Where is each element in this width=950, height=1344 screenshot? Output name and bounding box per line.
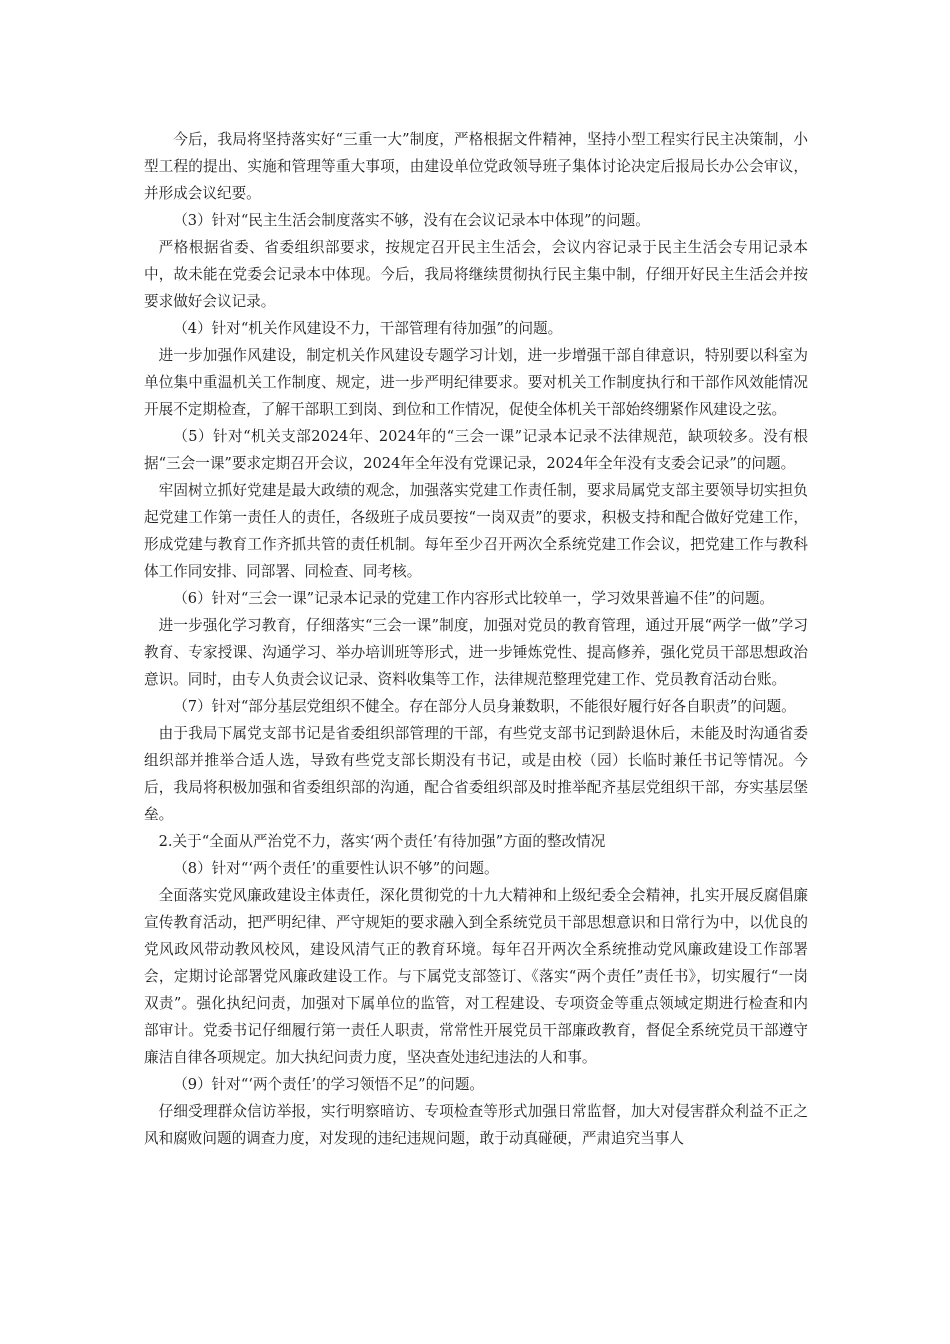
heading-item-3: （3）针对“民主生活会制度落实不够，没有在会议记录本中体现”的问题。 — [173, 212, 650, 229]
paragraph-6: 由于我局下属党支部书记是省委组织部管理的干部，有些党支部书记到龄退休后，未能及时沟通省委组织部并推举合适人选，导致有些党支部长期没有书记，或是由校（园）长临时兼任书记等情况。今后，我局将积极加强和省委组织部的沟通，配合省委组织部及时推举配齐基层党组织干部，夯实基层堡垒。 — [144, 725, 808, 823]
heading-item-7: （7）针对“部分基层党组织不健全。存在部分人员身兼数职，不能很好履行好各自职责”的问题。 — [173, 698, 796, 715]
heading-item-6: （6）针对“三会一课”记录本记录的党建工作内容形式比较单一，学习效果普遍不佳”的问题。 — [173, 590, 775, 607]
paragraph-2: 严格根据省委、省委组织部要求，按规定召开民主生活会，会议内容记录于民主生活会专用记录本中，故未能在党委会记录本中体现。今后，我局将继续贯彻执行民主集中制，仔细开好民主生活会并按要求做好会议记录。 — [144, 239, 808, 310]
paragraph-8: 仔细受理群众信访举报，实行明察暗访、专项检查等形式加强日常监督，加大对侵害群众利益不正之风和腐败问题的调查力度，对发现的违纪违规问题，敢于动真碰硬，严肃追究当事人 — [144, 1103, 808, 1147]
paragraph-4: 牢固树立抓好党建是最大政绩的观念，加强落实党建工作责任制，要求局属党支部主要领导切实担负起党建工作第一责任人的责任，各级班子成员要按“一岗双责”的要求，积极支持和配合做好党建工作，形成党建与教育工作齐抓共管的责任机制。每年至少召开两次全系统党建工作会议，把党建工作与教科体工作同安排、同部署、同检查、同考核。 — [144, 482, 808, 580]
paragraph-5: 进一步强化学习教育，仔细落实“三会一课”制度，加强对党员的教育管理，通过开展“两学一做”学习教育、专家授课、沟通学习、举办培训班等形式，进一步锤炼党性、提高修养，强化党员干部思想政治意识。同时，由专人负责会议记录、资料收集等工作，法律规范整理党建工作、党员教育活动台账。 — [144, 617, 808, 688]
section-heading-2: 2.关于“全面从严治党不力，落实‘两个责任’有待加强”方面的整改情况 — [158, 833, 606, 850]
paragraph-1: 今后，我局将坚持落实好“三重一大”制度，严格根据文件精神，坚持小型工程实行民主决策制，小型工程的提出、实施和管理等重大事项，由建设单位党政领导班子集体讨论决定后报局长办公会审议，并形成会议纪要。 — [144, 131, 808, 202]
heading-item-9: （9）针对“‘两个责任’的学习领悟不足”的问题。 — [173, 1076, 484, 1093]
heading-item-4: （4）针对“机关作风建设不力，干部管理有待加强”的问题。 — [173, 320, 563, 337]
paragraph-7: 全面落实党风廉政建设主体责任，深化贯彻党的十九大精神和上级纪委全会精神，扎实开展反腐倡廉宣传教育活动，把严明纪律、严守规矩的要求融入到全系统党员干部思想意识和日常行为中，以优良的党风政风带动教风校风，建设风清气正的教育环境。每年召开两次全系统推动党风廉政建设工作部署会，定期讨论部署党风廉政建设工作。与下属党支部签订、《落实“两个责任”责任书》，切实履行“一岗双责”。强化执纪问责，加强对下属单位的监管，对工程建设、专项资金等重点领域定期进行检查和内部审计。党委书记仔细履行第一责任人职责，常常性开展党员干部廉政教育，督促全系统党员干部遵守廉洁自律各项规定。加大执纪问责力度，坚决查处违纪违法的人和事。 — [144, 887, 808, 1066]
paragraph-3: 进一步加强作风建设，制定机关作风建设专题学习计划，进一步增强干部自律意识，特别要以科室为单位集中重温机关工作制度、规定，进一步严明纪律要求。要对机关工作制度执行和干部作风效能情况开展不定期检查，了解干部职工到岗、到位和工作情况，促使全体机关干部始终绷紧作风建设之弦。 — [144, 347, 808, 418]
document-body — [144, 126, 808, 1152]
heading-item-5: （5）针对“机关支部2024年、2024年的“三会一课”记录本记录不法律规范，缺项较多。没有根据“三会一课”要求定期召开会议，2024年全年没有党课记录，2024年全年没有支委会记录”的问题。 — [144, 428, 808, 472]
heading-item-8: （8）针对“‘两个责任’的重要性认识不够”的问题。 — [173, 860, 499, 877]
